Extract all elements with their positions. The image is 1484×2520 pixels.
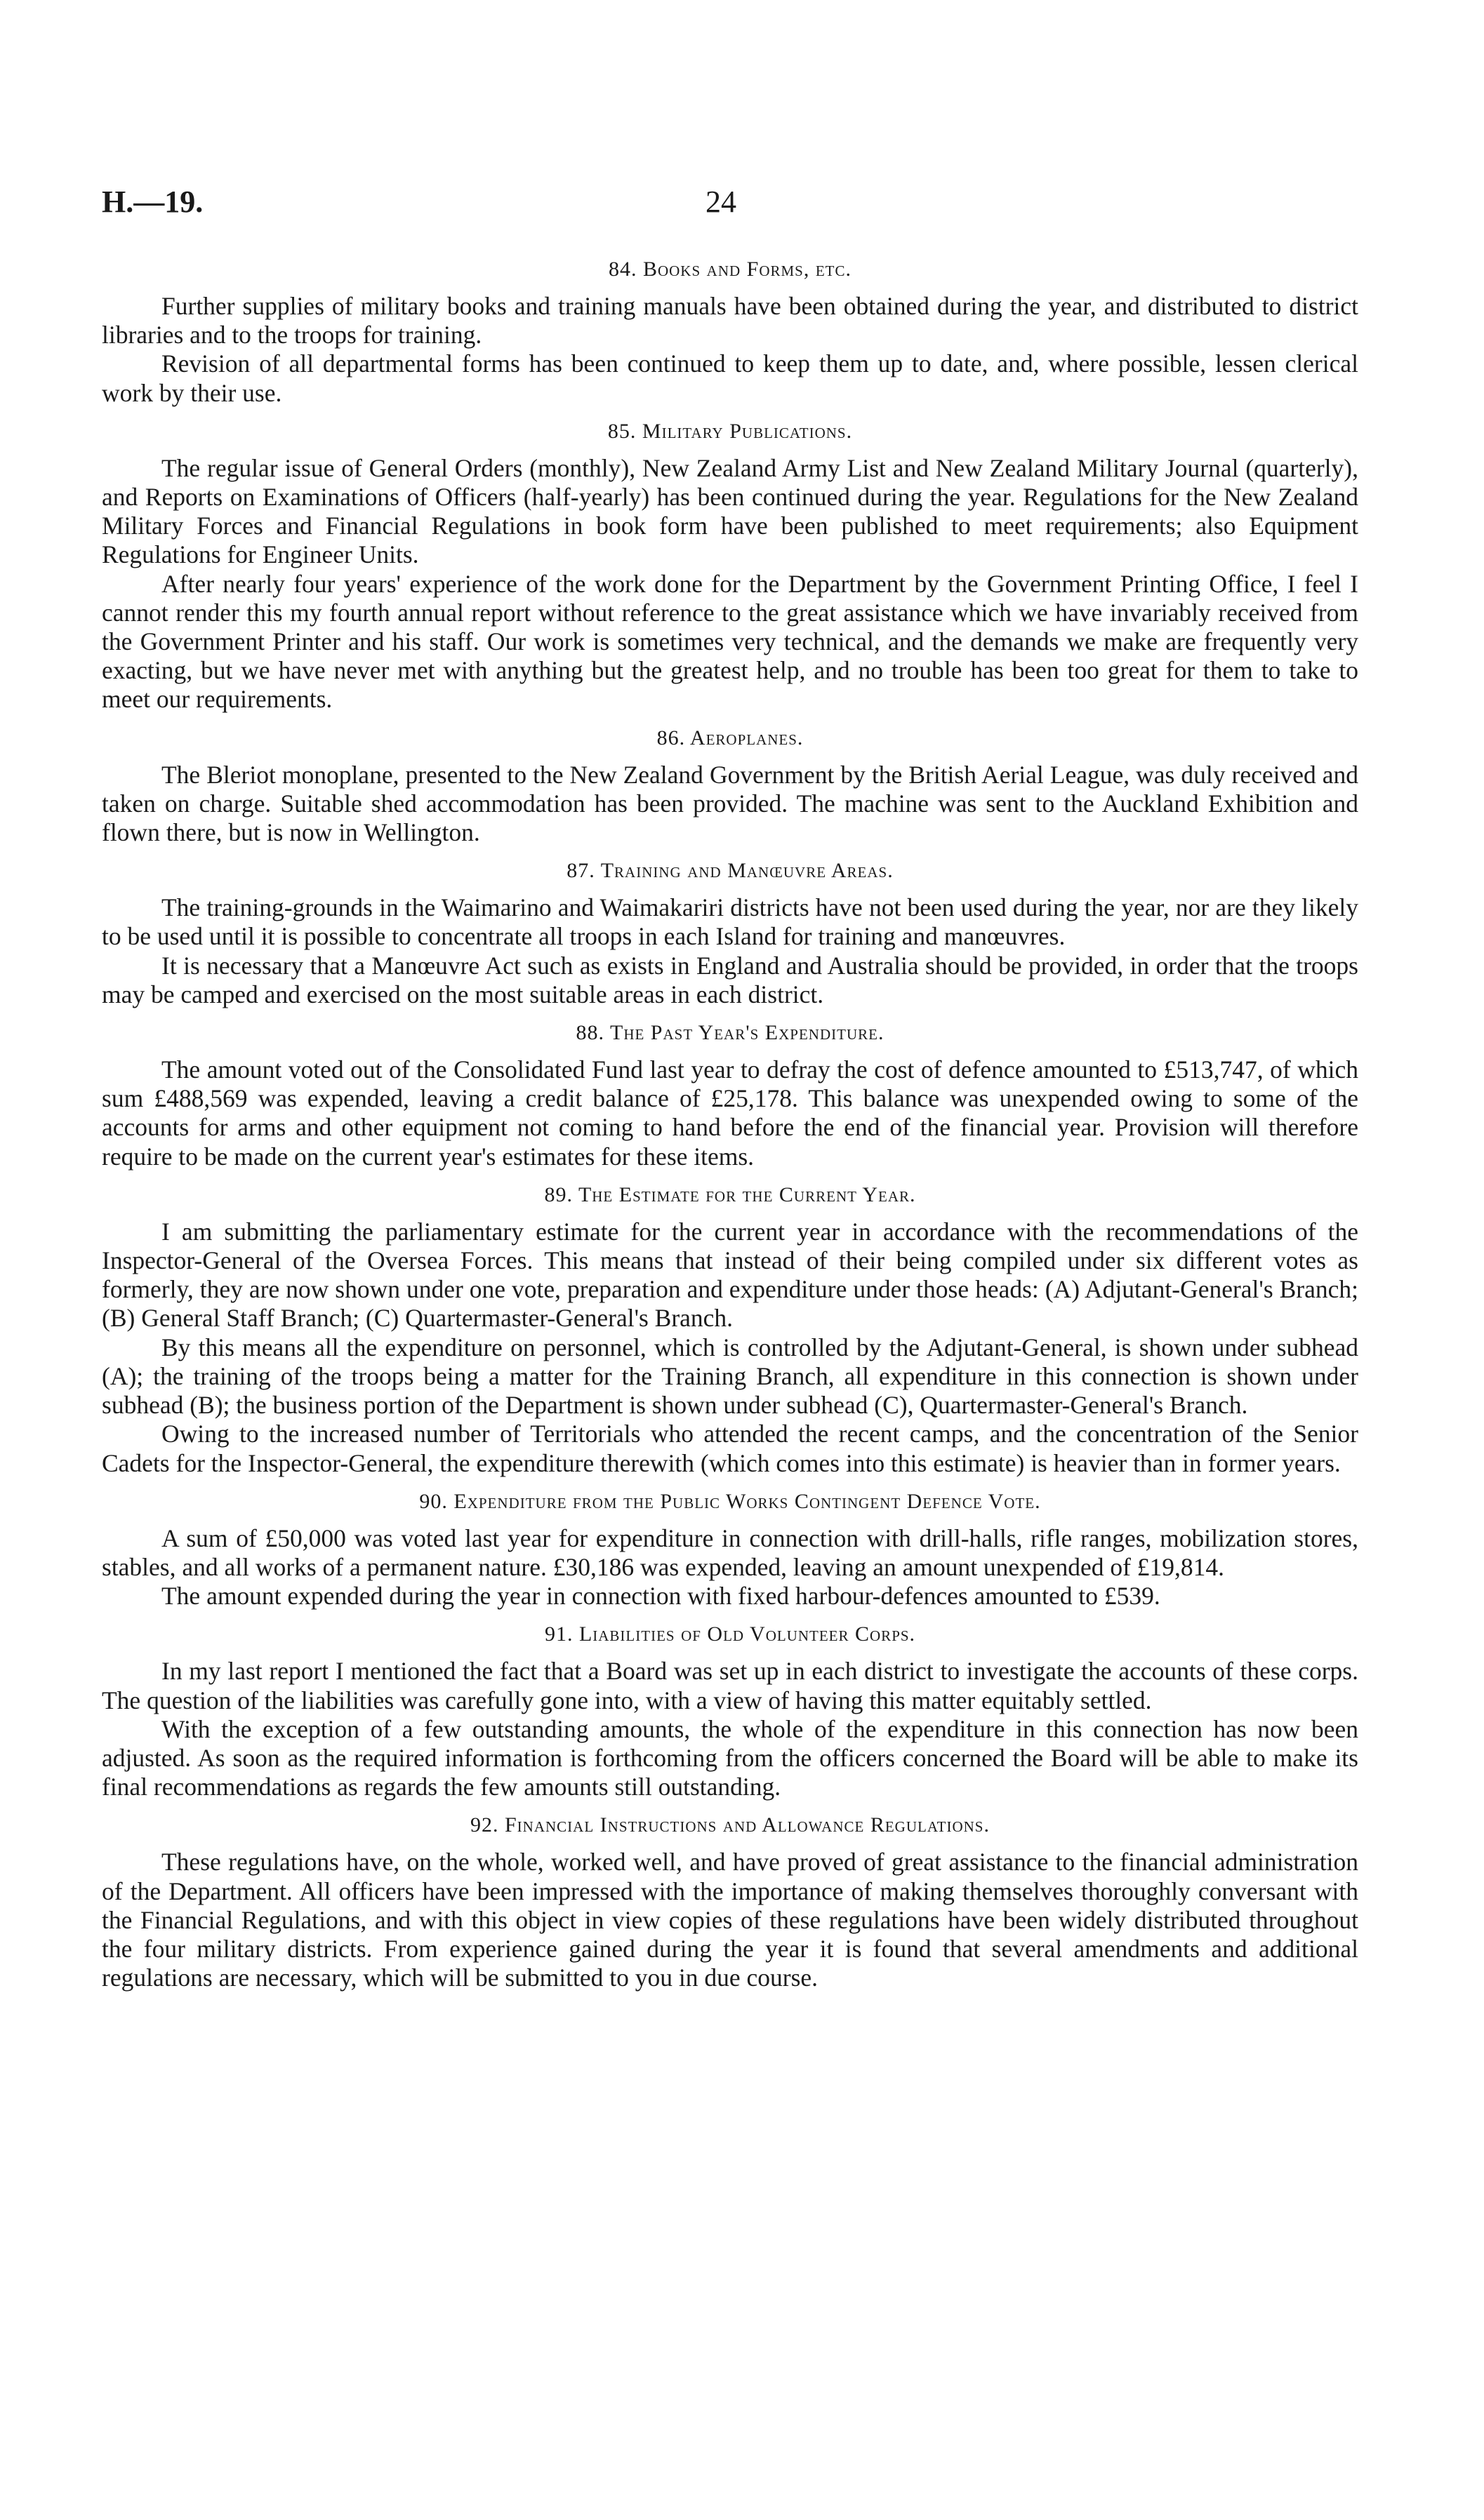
paragraph: The Bleriot monoplane, presented to the New Zealand Government by the British Aerial League, was duly received and taken on charge. Suitable shed accommodation has been provided. The machine was sent to the Auckland Exhibition and flown there, but is now in Wellington.	[102, 760, 1358, 847]
page-header	[102, 184, 1358, 226]
document-body	[102, 246, 1358, 1992]
section-85	[102, 418, 1358, 714]
paragraph: The regular issue of General Orders (monthly), New Zealand Army List and New Zealand Military Journal (quarterly), and Reports on Examinations of Officers (half-yearly) has been continued during the year. Regulations for the New Zealand Military Forces and Financial Regulations in book form have been published to meet requirements; also Equipment Regulations for Engineer Units.	[102, 453, 1358, 569]
section-heading: 91. Liabilities of Old Volunteer Corps.	[544, 1622, 916, 1646]
paragraph: By this means all the expenditure on personnel, which is controlled by the Adjutant-General, is shown under subhead (A); the training of the troops being a matter for the Training Branch, all expenditure in this connection is shown under subhead (B); the business portion of the Department is shown under subhead (C), Quartermaster-General's Branch.	[102, 1333, 1358, 1420]
paragraph: With the exception of a few outstanding amounts, the whole of the expenditure in this connection has now been adjusted. As soon as the required information is forthcoming from the officers concerned the Board will be able to make its final recommendations as regards the few amounts still outstanding.	[102, 1714, 1358, 1801]
section-86	[102, 724, 1358, 848]
paragraph: Further supplies of military books and training manuals have been obtained during the year, and distributed to district libraries and to the troops for training.	[102, 292, 1358, 349]
document-reference: H.—19.	[102, 185, 204, 219]
section-heading: 90. Expenditure from the Public Works Contingent Defence Vote.	[419, 1489, 1041, 1513]
section-84	[102, 255, 1358, 408]
paragraph: Revision of all departmental forms has been continued to keep them up to date, and, where possible, lessen clerical work by their use.	[102, 349, 1358, 407]
section-heading: 84. Books and Forms, etc.	[608, 258, 852, 281]
section-heading: 85. Military Publications.	[607, 419, 853, 443]
section-heading: 87. Training and Manœuvre Areas.	[567, 859, 894, 883]
section-91	[102, 1620, 1358, 1801]
paragraph: It is necessary that a Manœuvre Act such as exists in England and Australia should be provided, in order that the troops may be camped and exercised on the most suitable areas in each district.	[102, 951, 1358, 1008]
paragraph: I am submitting the parliamentary estimate for the current year in accordance with the recommendations of the Inspector-General of the Oversea Forces. This means that instead of their being compiled under six different votes as formerly, they are now shown under one vote, preparation and expenditure under those heads: (A) Adjutant-General's Branch; (B) General Staff Branch; (C) Quartermaster-General's Branch.	[102, 1217, 1358, 1333]
paragraph: Owing to the increased number of Territorials who attended the recent camps, and the concentration of the Senior Cadets for the Inspector-General, the expenditure therewith (which comes into this estimate) is heavier than in former years.	[102, 1420, 1358, 1477]
section-heading: 86. Aeroplanes.	[656, 726, 804, 749]
paragraph: The amount expended during the year in connection with fixed harbour-defences amounted to £539.	[161, 1582, 1160, 1611]
section-87	[102, 857, 1358, 1009]
paragraph: In my last report I mentioned the fact that a Board was set up in each district to investigate the accounts of these corps. The question of the liabilities was carefully gone into, with a view of having this matter equitably settled.	[102, 1657, 1358, 1714]
paragraph: These regulations have, on the whole, worked well, and have proved of great assistance to the financial administration of the Department. All officers have been impressed with the importance of making themselves thoroughly conversant with the Financial Regulations, and with this object in view copies of these regulations have been widely distributed throughout the four military districts. From experience gained during the year it is found that several amendments and additional regulations are necessary, which will be submitted to you in due course.	[102, 1848, 1358, 1992]
section-heading: 88. The Past Year's Expenditure.	[576, 1021, 885, 1045]
paragraph: After nearly four years' experience of the work done for the Department by the Government Printing Office, I feel I cannot render this my fourth annual report without reference to the great assistance which we have invariably received from the Government Printer and his staff. Our work is sometimes very technical, and the demands we make are frequently very exacting, but we have never met with anything but the greatest help, and no trouble has been too great for them to take to meet our requirements.	[102, 569, 1358, 714]
section-89	[102, 1181, 1358, 1478]
section-92	[102, 1811, 1358, 1992]
page-number: 24	[705, 185, 736, 219]
paragraph: The training-grounds in the Waimarino and Waimakariri districts have not been used during the year, nor are they likely to be used until it is possible to concentrate all troops in each Island for training and manœuvres.	[102, 893, 1358, 951]
section-heading: 92. Financial Instructions and Allowance Regulations.	[470, 1813, 990, 1837]
section-88	[102, 1019, 1358, 1171]
section-90	[102, 1488, 1358, 1611]
paragraph: A sum of £50,000 was voted last year for expenditure in connection with drill-halls, rifle ranges, mobilization stores, stables, and all works of a permanent nature. £30,186 was expended, leaving an amount unexpended of £19,814.	[102, 1524, 1358, 1581]
paragraph: The amount voted out of the Consolidated Fund last year to defray the cost of defence amounted to £513,747, of which sum £488,569 was expended, leaving a credit balance of £25,178. This balance was unexpended owing to some of the accounts for arms and other equipment not coming to hand before the end of the financial year. Provision will therefore require to be made on the current year's estimates for these items.	[102, 1055, 1358, 1171]
section-heading: 89. The Estimate for the Current Year.	[544, 1182, 916, 1206]
